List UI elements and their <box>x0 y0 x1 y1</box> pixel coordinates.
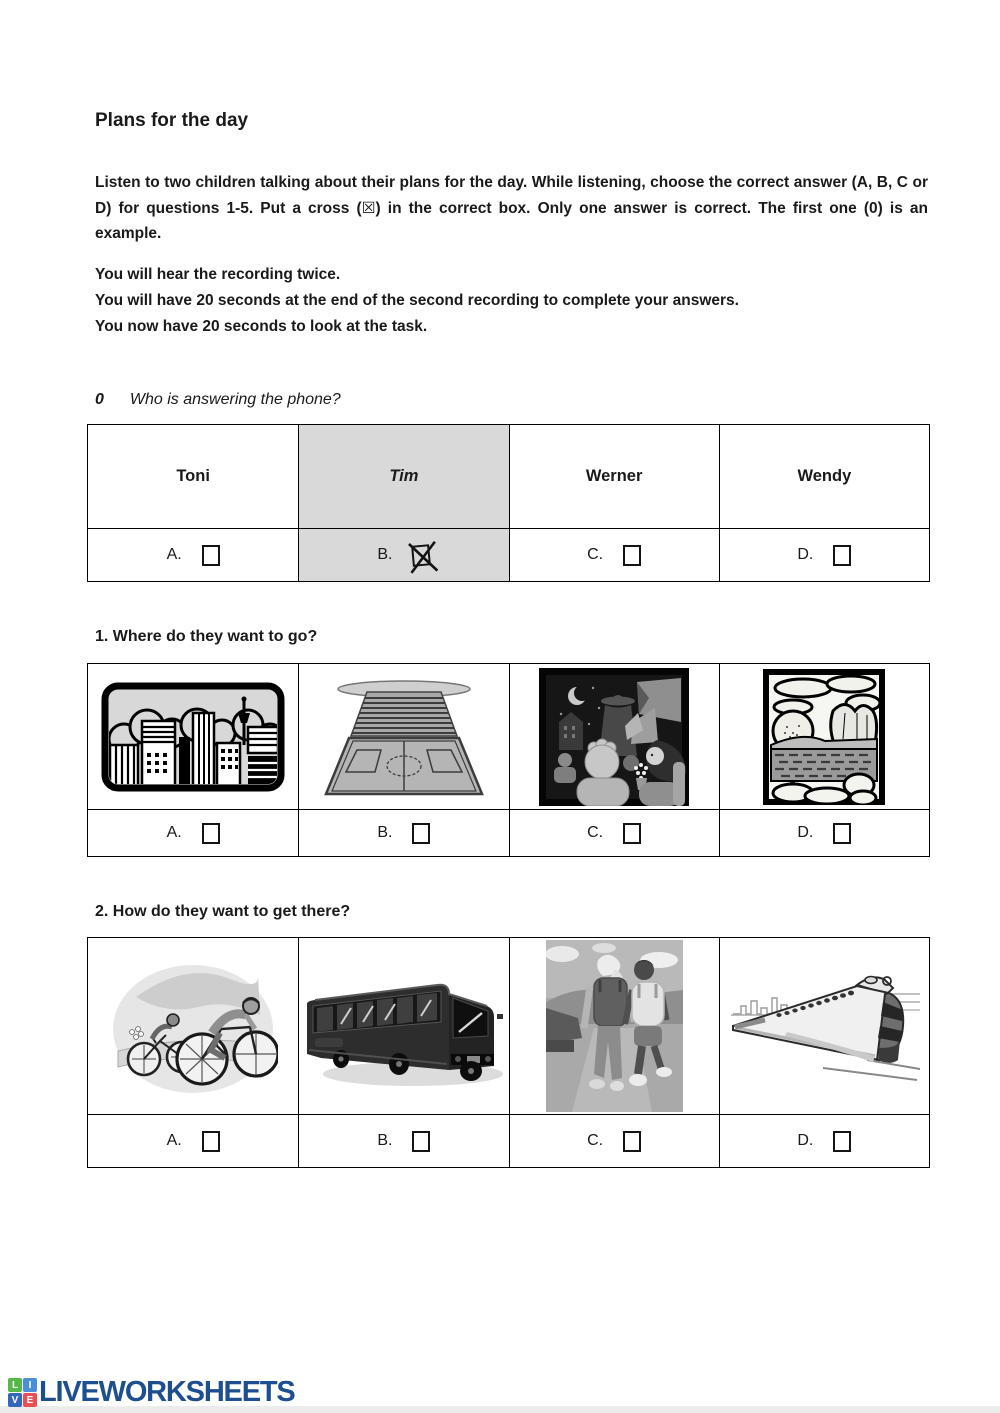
option-name-cell <box>88 425 298 529</box>
checkbox-q1-d[interactable] <box>833 823 851 844</box>
walking-hikers-image <box>509 938 719 1115</box>
checkbox-q1-b[interactable] <box>412 823 430 844</box>
option-name-cell <box>298 425 508 529</box>
option-letter: B. <box>377 546 393 563</box>
bicycles-icon <box>108 953 278 1099</box>
city-skyline-icon <box>100 681 286 793</box>
option-name-cell <box>509 425 719 529</box>
option-letter: C. <box>587 546 604 563</box>
question-2-table <box>87 937 930 1168</box>
city-skyline-image <box>88 664 298 810</box>
checkbox-q2-a[interactable] <box>202 1131 220 1152</box>
option-name: Toni <box>176 467 210 485</box>
option-name: Wendy <box>797 467 852 485</box>
note-line: You will have 20 seconds at the end of the second recording to complete your answers. <box>95 292 739 309</box>
logo-tile-e: E <box>23 1393 37 1407</box>
option-letter: B. <box>377 1132 393 1149</box>
answer-cell <box>719 1115 929 1167</box>
brand-text: LIVEWORKSHEETS <box>39 1376 295 1408</box>
logo-tile-l: L <box>8 1378 22 1392</box>
checkbox-q0-a[interactable] <box>202 545 220 566</box>
bus-icon <box>301 958 506 1094</box>
checkbox-q0-b[interactable] <box>412 544 432 566</box>
cinema-audience-image <box>509 664 719 810</box>
option-letter: D. <box>797 546 814 563</box>
checkbox-q2-c[interactable] <box>623 1131 641 1152</box>
answer-cell <box>509 529 719 581</box>
option-letter: A. <box>166 1132 182 1149</box>
option-letter: C. <box>587 1132 604 1149</box>
answer-cell <box>88 1115 298 1167</box>
football-stadium-image <box>298 664 508 810</box>
option-letter: A. <box>166 546 182 563</box>
checkbox-q2-b[interactable] <box>412 1131 430 1152</box>
instructions-paragraph: Listen to two children talking about their plans for the day. While listening, choose the correct answer (A, B, C or D) for questions 1-5. Put a cross (☒) in the correct box. Only one answer is correct. The first one (0) is an example. <box>95 174 928 242</box>
recording-notes <box>95 262 928 340</box>
option-letter: D. <box>797 824 814 841</box>
checkbox-q2-d[interactable] <box>833 1131 851 1152</box>
answer-cell <box>719 810 929 856</box>
cinema-audience-icon <box>539 668 689 806</box>
question-2-title: 2. How do they want to get there? <box>95 903 351 920</box>
answer-cell <box>509 1115 719 1167</box>
logo-tile-v: V <box>8 1393 22 1407</box>
answer-cell <box>88 529 298 581</box>
bus-image <box>298 938 508 1115</box>
train-icon <box>727 968 922 1084</box>
question-1-title: 1. Where do they want to go? <box>95 628 318 645</box>
option-letter: C. <box>587 824 604 841</box>
liveworksheets-logo[interactable] <box>8 1376 295 1409</box>
question-0-text: Who is answering the phone? <box>129 391 341 408</box>
question-0-heading <box>95 391 341 409</box>
answer-cell <box>298 810 508 856</box>
answer-cell <box>719 529 929 581</box>
park-lake-image <box>719 664 929 810</box>
option-letter: A. <box>166 824 182 841</box>
bicycles-image <box>88 938 298 1115</box>
train-image <box>719 938 929 1115</box>
answer-cell <box>88 810 298 856</box>
checkbox-q0-c[interactable] <box>623 545 641 566</box>
option-name-cell <box>719 425 929 529</box>
option-letter: D. <box>797 1132 814 1149</box>
park-lake-icon <box>763 669 885 805</box>
option-name: Werner <box>585 467 643 485</box>
option-letter: B. <box>377 824 393 841</box>
answer-cell <box>509 810 719 856</box>
note-line: You now have 20 seconds to look at the task. <box>95 318 428 335</box>
logo-tile-i: I <box>23 1378 37 1392</box>
option-name: Tim <box>389 467 419 485</box>
page-title: Plans for the day <box>95 110 249 131</box>
checkbox-q0-d[interactable] <box>833 545 851 566</box>
logo-tiles-icon <box>8 1378 37 1407</box>
question-0-table <box>87 424 930 582</box>
answer-cell <box>298 1115 508 1167</box>
note-line: You will hear the recording twice. <box>95 266 341 283</box>
checkbox-q1-c[interactable] <box>623 823 641 844</box>
walking-hikers-icon <box>546 940 683 1112</box>
question-0-number: 0 <box>95 391 104 408</box>
football-stadium-icon <box>319 674 489 800</box>
checkbox-q1-a[interactable] <box>202 823 220 844</box>
answer-cell <box>298 529 508 581</box>
question-1-table <box>87 663 930 857</box>
